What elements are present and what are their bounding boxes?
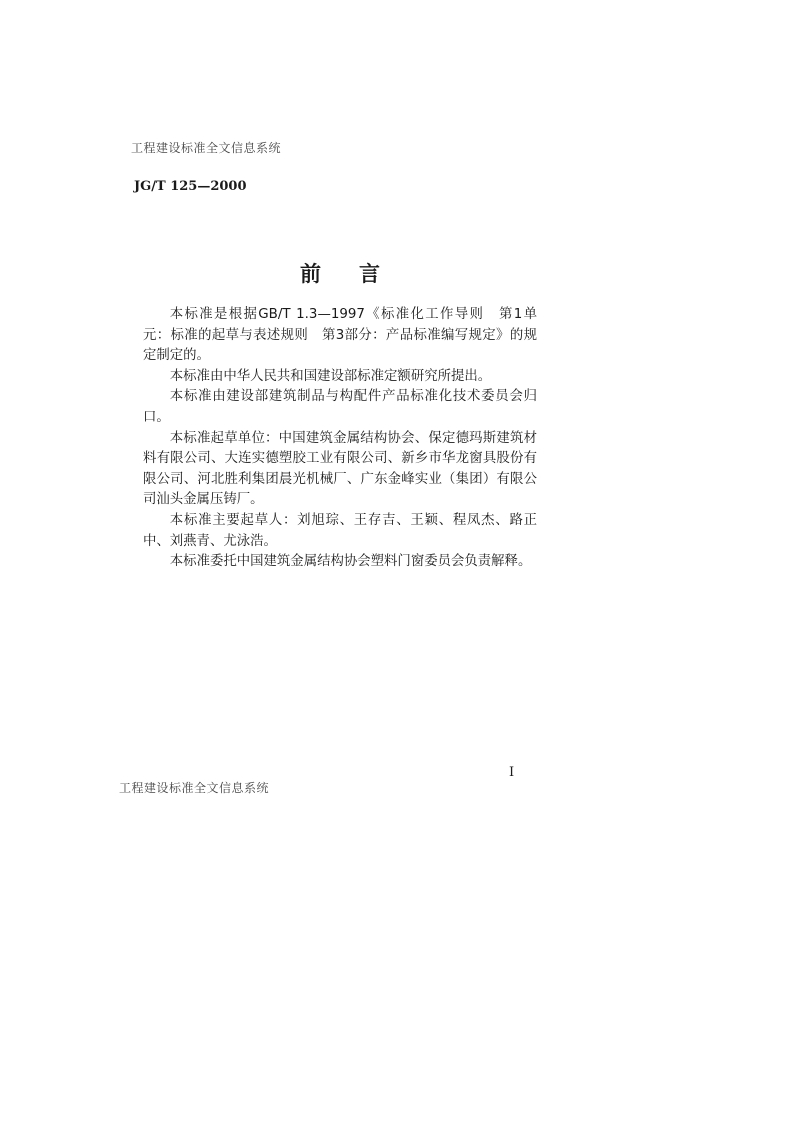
- paragraph-administration: 本标准由建设部建筑制品与构配件产品标准化技术委员会归口。: [143, 389, 537, 425]
- page-number: I: [509, 765, 515, 780]
- paragraph-interpretation: 本标准委托中国建筑金属结构协会塑料门窗委员会负责解释。: [169, 554, 532, 570]
- foreword-body: [143, 305, 537, 573]
- paragraph-drafting-basis: 本标准是根据GB/T 1.3—1997《标准化工作导则 第1单元：标准的起草与表述规则 第3部分：产品标准编写规定》的规定制定的。: [143, 307, 537, 364]
- paragraph-proposer: 本标准由中华人民共和国建设部标准定额研究所提出。: [169, 368, 492, 384]
- paragraph-drafters: 本标准主要起草人：刘旭琮、王存吉、王颖、程凤杰、路正中、刘燕青、尤泳浩。: [143, 512, 537, 549]
- paragraph-drafting-units: 本标准起草单位：中国建筑金属结构协会、保定德玛斯建筑材料有限公司、大连实德塑胶工业有限公司、新乡市华龙窗具股份有限公司、河北胜利集团晨光机械厂、广东金峰实业（集团）有限公司汕头金属压铸厂。: [143, 430, 537, 508]
- header-watermark: 工程建设标准全文信息系统: [131, 141, 282, 155]
- page-title: 前言: [300, 262, 418, 286]
- standard-code: JG/T 125—2000: [134, 179, 247, 194]
- footer-watermark: 工程建设标准全文信息系统: [119, 781, 270, 795]
